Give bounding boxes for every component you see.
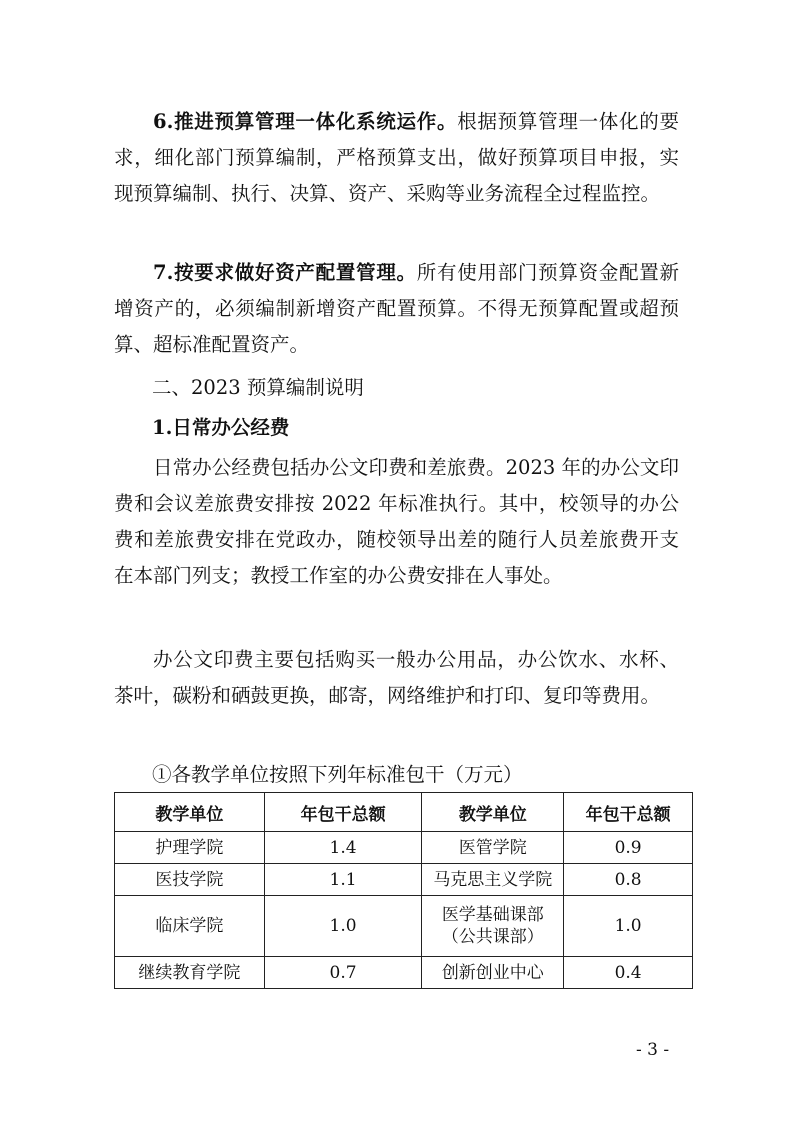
cell-unit: 创新创业中心: [422, 957, 564, 989]
table-row: [115, 864, 693, 896]
subsection-1-heading: 1.日常办公经费: [152, 416, 290, 439]
cell-amount: 0.4: [564, 957, 693, 989]
item-7-body: 所有使用部门预算资金配置新增资产的，必须编制新增资产配置预算。不得无预算配置或超预算、超标准配置资产。: [114, 261, 679, 356]
header-unit-1: 教学单位: [115, 793, 265, 832]
paragraph-item-6: [114, 104, 679, 212]
table-row: [115, 832, 693, 864]
header-unit-2: 教学单位: [422, 793, 564, 832]
cell-amount: 0.8: [564, 864, 693, 896]
paragraph-office-expenses: 日常办公经费包括办公文印费和差旅费。2023 年的办公文印费和会议差旅费安排按 2022 年标准执行。其中，校领导的办公费和差旅费安排在党政办，随校领导出差的随行人员差旅费开支在本部门列支；教授工作室的办公费安排在人事处。: [114, 456, 679, 587]
item-6-body: 根据预算管理一体化的要求，细化部门预算编制，严格预算支出，做好预算项目申报，实现预算编制、执行、决算、资产、采购等业务流程全过程监控。: [114, 110, 679, 205]
paragraph-item-7: [114, 255, 679, 363]
cell-unit: 继续教育学院: [115, 957, 265, 989]
header-amount-2: 年包干总额: [564, 793, 693, 832]
cell-unit: 护理学院: [115, 832, 265, 864]
cell-unit: 医技学院: [115, 864, 265, 896]
table-caption: ①各教学单位按照下列年标准包干（万元）: [152, 763, 523, 786]
table-row: [115, 957, 693, 989]
cell-amount: 1.0: [564, 896, 693, 957]
paragraph-printing-expenses: 办公文印费主要包括购买一般办公用品，办公饮水、水杯、茶叶，碳粉和硒鼓更换，邮寄，网络维护和打印、复印等费用。: [114, 648, 679, 707]
item-6-lead: 6.推进预算管理一体化系统运作。: [153, 110, 458, 133]
budget-table: [114, 792, 693, 989]
cell-unit-line-1: 医学基础课部: [441, 905, 544, 925]
cell-unit: 临床学院: [115, 896, 265, 957]
item-7-lead: 7.按要求做好资产配置管理。: [153, 261, 417, 284]
cell-amount: 1.4: [264, 832, 422, 864]
cell-amount: 1.1: [264, 864, 422, 896]
section-2-heading: 二、2023 预算编制说明: [152, 376, 364, 399]
cell-amount: 0.9: [564, 832, 693, 864]
cell-unit-line-2: （公共课部）: [441, 927, 544, 947]
page-number: - 3 -: [636, 1040, 670, 1060]
cell-unit-multiline: [422, 896, 564, 957]
cell-amount: 1.0: [264, 896, 422, 957]
table-header-row: [115, 793, 693, 832]
header-amount-1: 年包干总额: [264, 793, 422, 832]
cell-unit: 医管学院: [422, 832, 564, 864]
cell-unit: 马克思主义学院: [422, 864, 564, 896]
table-row: [115, 896, 693, 957]
cell-amount: 0.7: [264, 957, 422, 989]
